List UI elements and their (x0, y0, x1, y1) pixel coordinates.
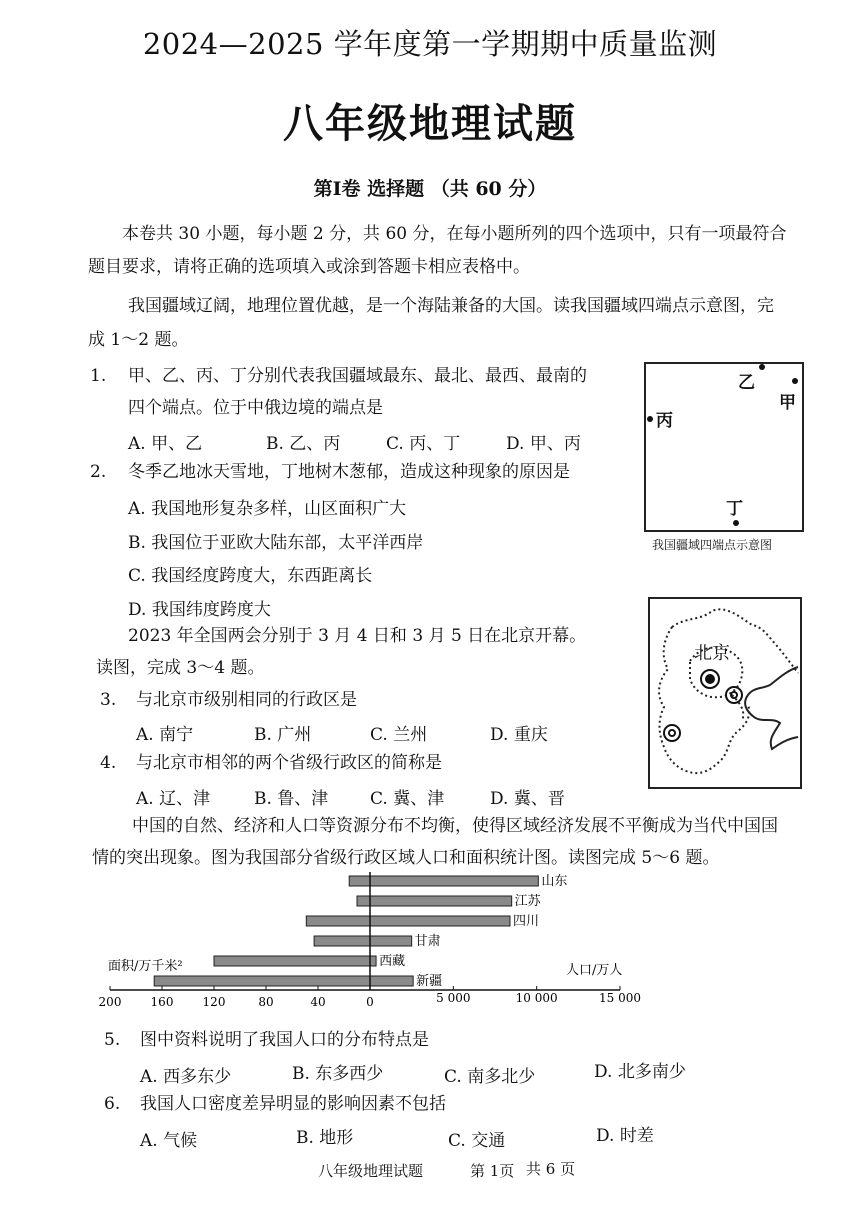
right-tick-2: 15 000 (599, 991, 641, 1005)
bing-point (647, 416, 653, 422)
left-tick-2: 120 (202, 995, 226, 1009)
left-tick-5: 0 (366, 995, 374, 1009)
q4-option-d[interactable]: D. 冀、晋 (490, 789, 565, 809)
category-label-0: 山东 (541, 874, 568, 889)
bar-1 (357, 896, 512, 906)
q1-option-c[interactable]: C. 丙、丁 (386, 434, 461, 454)
left-tick-1: 160 (150, 995, 174, 1009)
intro-line-2: 题目要求，请将正确的选项填入或涂到答题卡相应表格中。 (88, 257, 530, 277)
beijing-map-drawing (650, 599, 800, 787)
left-tick-0: 200 (98, 995, 122, 1009)
group1-line-2: 成 1～2 题。 (88, 330, 189, 350)
beijing-label: 北京 (694, 643, 730, 664)
right-tick-1: 10 000 (515, 991, 558, 1005)
left-tick-3: 80 (258, 995, 274, 1009)
shijiazhuang-outer (664, 725, 680, 741)
q2-option-c[interactable]: C. 我国经度跨度大，东西距离长 (128, 566, 373, 586)
q3-option-d[interactable]: D. 重庆 (490, 725, 548, 745)
figure1-caption: 我国疆域四端点示意图 (652, 538, 773, 552)
jia-label: 甲 (779, 393, 796, 413)
category-label-1: 江苏 (514, 894, 541, 909)
yi-label: 乙 (738, 373, 755, 393)
population-area-chart (90, 866, 650, 1016)
category-label-3: 甘肃 (414, 934, 441, 949)
tianjin-marker (731, 692, 737, 698)
q5-number: 5. (104, 1030, 121, 1050)
q4-option-c[interactable]: C. 冀、津 (370, 789, 445, 809)
section-heading: 第Ⅰ卷 选择题 （共 60 分） (313, 178, 547, 200)
q1-option-a[interactable]: A. 甲、乙 (128, 434, 203, 454)
q1-option-b[interactable]: B. 乙、丙 (266, 434, 341, 454)
q5-option-a[interactable]: A. 西多东少 (140, 1067, 232, 1087)
bar-5 (154, 976, 413, 986)
q3-stem: 与北京市级别相同的行政区是 (136, 690, 357, 710)
q4-stem: 与北京市相邻的两个省级行政区的简称是 (136, 753, 442, 773)
right-tick-0: 5 000 (436, 991, 471, 1005)
endpoints-diagram (644, 362, 804, 532)
q5-option-c[interactable]: C. 南多北少 (444, 1067, 536, 1087)
q3-option-b[interactable]: B. 广州 (254, 725, 312, 745)
jia-point (792, 378, 798, 384)
q6-stem: 我国人口密度差异明显的影响因素不包括 (140, 1094, 446, 1114)
exam-title: 2024—2025 学年度第一学期期中质量监测 (142, 27, 718, 61)
coastline (745, 667, 798, 749)
q1-option-d[interactable]: D. 甲、丙 (506, 434, 581, 454)
footer-page-number: 第 1页 (470, 1162, 515, 1180)
bar-0 (349, 876, 538, 886)
q5-option-b[interactable]: B. 东多西少 (292, 1064, 384, 1084)
q2-stem: 冬季乙地冰天雪地，丁地树木葱郁，造成这种现象的原因是 (128, 462, 570, 482)
q6-option-c[interactable]: C. 交通 (448, 1131, 506, 1151)
q1-stem-line-2: 四个端点。位于中俄边境的端点是 (128, 398, 383, 418)
q6-number: 6. (104, 1094, 121, 1114)
q2-option-a[interactable]: A. 我国地形复杂多样，山区面积广大 (128, 499, 407, 519)
shijiazhuang-marker (669, 730, 675, 736)
yi-point (759, 364, 765, 370)
bar-4 (214, 956, 376, 966)
bing-label: 丙 (656, 411, 673, 431)
bar-3 (314, 936, 412, 946)
left-tick-4: 40 (310, 995, 326, 1009)
group2-line-1: 2023 年全国两会分别于 3 月 4 日和 3 月 5 日在北京开幕。 (128, 626, 587, 646)
group3-line-1: 中国的自然、经济和人口等资源分布不均衡，使得区域经济发展不平衡成为当代中国国 (132, 816, 778, 836)
q4-option-b[interactable]: B. 鲁、津 (254, 789, 329, 809)
ding-label: 丁 (726, 499, 743, 519)
q6-option-b[interactable]: B. 地形 (296, 1128, 354, 1148)
footer-exam-name: 八年级地理试题 (318, 1162, 424, 1180)
beijing-capital-marker (705, 674, 715, 684)
q4-number: 4. (100, 753, 117, 773)
q1-stem-line-1: 甲、乙、丙、丁分别代表我国疆域最东、最北、最西、最南的 (128, 366, 587, 386)
intro-line-1: 本卷共 30 小题，每小题 2 分，共 60 分，在每小题所列的四个选项中，只有一项最符合 (122, 224, 787, 244)
q5-stem: 图中资料说明了我国人口的分布特点是 (140, 1030, 429, 1050)
q3-option-c[interactable]: C. 兰州 (370, 725, 428, 745)
bar-2 (306, 916, 510, 926)
q1-number: 1. (90, 366, 107, 386)
left-axis-label: 面积/万千米² (108, 959, 183, 974)
group2-line-2: 读图，完成 3～4 题。 (96, 658, 265, 678)
q2-option-d[interactable]: D. 我国纬度跨度大 (128, 600, 271, 620)
category-label-4: 西藏 (379, 954, 406, 969)
category-label-5: 新疆 (416, 974, 443, 989)
q3-option-a[interactable]: A. 南宁 (136, 725, 194, 745)
category-label-2: 四川 (513, 914, 540, 929)
right-axis-label: 人口/万人 (566, 963, 623, 978)
q4-option-a[interactable]: A. 辽、津 (136, 789, 211, 809)
group1-line-1: 我国疆域辽阔，地理位置优越，是一个海陆兼备的大国。读我国疆域四端点示意图，完 (128, 296, 774, 316)
footer-total-pages: 共 6 页 (526, 1160, 576, 1178)
q2-number: 2. (90, 462, 107, 482)
exam-subtitle: 八年级地理试题 (283, 100, 577, 147)
q5-option-d[interactable]: D. 北多南少 (594, 1062, 686, 1082)
beijing-map (648, 597, 802, 789)
q3-number: 3. (100, 690, 117, 710)
q2-option-b[interactable]: B. 我国位于亚欧大陆东部，太平洋西岸 (128, 533, 424, 553)
q6-option-d[interactable]: D. 时差 (596, 1126, 654, 1146)
group3-line-2: 情的突出现象。图为我国部分省级行政区域人口和面积统计图。读图完成 5～6 题。 (92, 848, 720, 868)
ding-point (733, 520, 739, 526)
q6-option-a[interactable]: A. 气候 (140, 1131, 198, 1151)
